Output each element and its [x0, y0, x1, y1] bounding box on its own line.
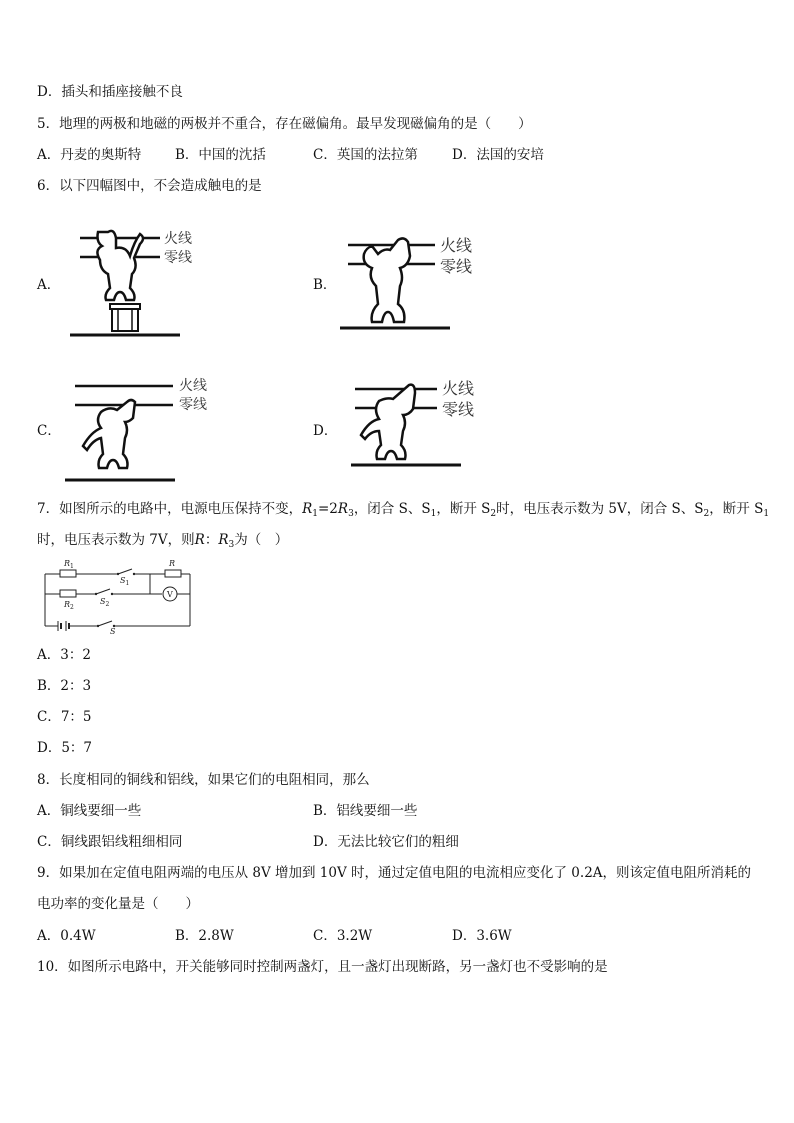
q7-stem-line2: 时，电压表示数为 7V，则R：$R_3$为（ ）	[37, 532, 289, 550]
q7-option-a: A．3：2	[37, 647, 91, 663]
q9-option-a: A．0.4W	[37, 928, 96, 944]
q6-figure-c	[65, 374, 215, 486]
q9-option-d: D．3.6W	[452, 928, 512, 944]
q10-stem: 10．如图所示电路中，开关能够同时控制两盏灯，且一盏灯出现断路，另一盏灯也不受影响的是	[37, 959, 608, 975]
wire-neutral-label: 零线	[164, 250, 192, 266]
q9-stem-line1: 9．如果加在定值电阻两端的电压从 8V 增加到 10V 时，通过定值电阻的电流相应变化了 0.2A，则该定值电阻所消耗的	[37, 865, 752, 881]
switch-s	[98, 621, 112, 626]
q6-label-b: B．	[313, 277, 337, 293]
wire-neutral-label: 零线	[440, 257, 473, 276]
q7-option-b: B．2：3	[37, 678, 92, 694]
wire-neutral-label: 零线	[442, 400, 475, 419]
q8-option-d: D．无法比较它们的粗细	[313, 834, 459, 850]
q8-option-c: C．铜线跟铝线粗细相同	[37, 834, 183, 850]
q8-option-b: B．铝线要细一些	[313, 803, 418, 819]
q5-option-b: B．中国的沈括	[175, 147, 266, 163]
wire-live-label: 火线	[164, 231, 192, 247]
q7-option-c: C．7：5	[37, 709, 92, 725]
wire-live-label: 火线	[179, 378, 207, 394]
resistor-r	[165, 570, 181, 577]
q9-option-b: B．2.8W	[175, 928, 234, 944]
q9-option-c: C．3.2W	[313, 928, 373, 944]
wire-live-label: 火线	[440, 236, 473, 255]
q5-stem: 5．地理的两极和地磁的两极并不重合，存在磁偏角。最早发现磁偏角的是（ ）	[37, 116, 532, 132]
q6-label-c: C．	[37, 423, 61, 439]
q6-figure-b	[340, 230, 490, 335]
wire-live-label: 火线	[442, 379, 475, 398]
q6-label-a: A．	[37, 277, 61, 293]
wire-neutral-label: 零线	[179, 397, 207, 413]
svg-text:S: S	[110, 627, 116, 636]
q6-figure-a	[70, 224, 210, 344]
resistor-r2	[60, 590, 76, 597]
svg-text:S2: $S_2$	[100, 597, 110, 608]
q5-option-c: C．英国的法拉第	[313, 147, 418, 163]
q4-option-d: D．插头和插座接触不良	[37, 84, 183, 100]
switch-s2	[96, 589, 110, 594]
q5-option-d: D．法国的安培	[452, 147, 544, 163]
svg-text:S1: $S_1$	[120, 576, 130, 587]
q7-circuit-diagram	[40, 556, 200, 636]
svg-text:R: R	[169, 559, 176, 568]
switch-s1	[118, 569, 132, 574]
resistor-r1	[60, 570, 76, 577]
q8-stem: 8．长度相同的铜线和铝线，如果它们的电阻相同，那么	[37, 772, 370, 788]
q7-stem-line1: 7．如图所示的电路中，电源电压保持不变，$R_1=2R_3$，闭合 S、$S_1$，断开 $S_2$时，电压表示数为 5V，闭合 S、$S_2$，断开 $S_1$	[37, 501, 770, 519]
svg-text:R2: $R_2$	[64, 600, 74, 611]
q6-label-d: D．	[313, 423, 338, 439]
q9-stem-line2: 电功率的变化量是（ ）	[37, 896, 199, 912]
q6-stem: 6．以下四幅图中，不会造成触电的是	[37, 178, 262, 194]
q8-option-a: A．铜线要细一些	[37, 803, 142, 819]
svg-text:V: V	[167, 590, 173, 599]
q7-option-d: D．5：7	[37, 740, 93, 756]
q5-option-a: A．丹麦的奥斯特	[37, 147, 142, 163]
q6-figure-d	[345, 375, 495, 473]
svg-text:R1: $R_1$	[64, 559, 74, 570]
